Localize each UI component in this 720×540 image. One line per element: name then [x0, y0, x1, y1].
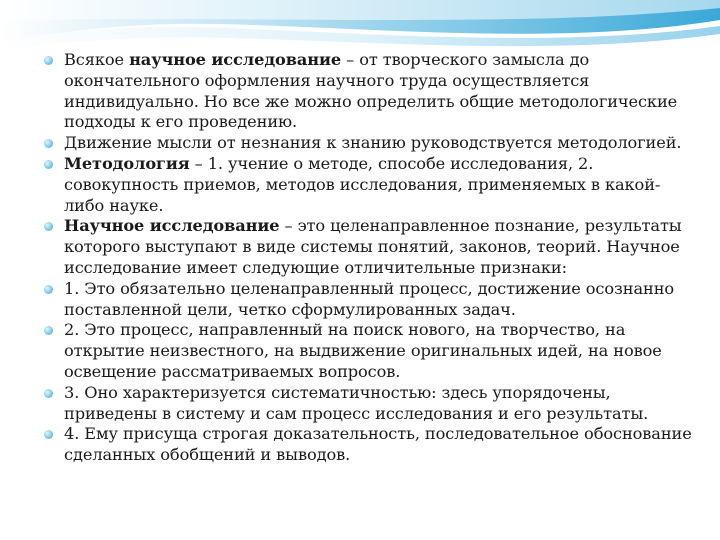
item-text: Движение мысли от незнания к знанию руководствуется методологией.: [64, 133, 682, 153]
bullet-icon: [44, 56, 53, 65]
list-item: [44, 424, 694, 466]
item-term: Методология: [64, 153, 190, 173]
list-item: [44, 279, 694, 321]
item-text: – 1. учение о методе, способе исследования, 2. совокупность приемов, методов исследования, применяемых в какой-либо науке.: [64, 153, 661, 215]
bullet-icon: [44, 160, 53, 169]
item-text: – от творческого замысла до окончательного оформления научного труда осуществляется индивидуально. Но все же можно определить общие методологические подходы к его проведению.: [64, 50, 678, 132]
list-item: [44, 154, 694, 216]
list-item: [44, 383, 694, 425]
item-term: научное исследование: [129, 50, 342, 69]
list-item: [44, 50, 694, 133]
item-text: 4. Ему присуща строгая доказательность, последовательное обоснование сделанных обобщений и выводов.: [64, 424, 692, 465]
item-text: 1. Это обязательно целенаправленный процесс, достижение осознанно поставленной цели, четко сформулированных задач.: [64, 278, 675, 319]
bullet-icon: [44, 139, 53, 148]
bullet-icon: [44, 326, 53, 335]
item-text: 2. Это процесс, направленный на поиск нового, на творчество, на открытие неизвестного, на выдвижение оригинальных идей, на новое освещение рассматриваемых вопросов.: [64, 320, 662, 381]
item-prefix: Всякое: [64, 50, 130, 69]
list-item: [44, 320, 694, 382]
bullet-icon: [44, 285, 53, 294]
item-term: Научное исследование: [64, 216, 280, 236]
list-item: [44, 133, 694, 154]
bullet-list: [44, 50, 694, 466]
bullet-icon: [44, 389, 53, 398]
item-text: 3. Оно характеризуется систематичностью: здесь упорядочены, приведены в систему и сам процесс исследования и его результаты.: [64, 382, 649, 423]
bullet-icon: [44, 222, 53, 231]
bullet-icon: [44, 430, 53, 439]
list-item: [44, 216, 694, 278]
item-text: – это целенаправленное познание, результаты которого выступают в виде системы понятий, законов, теорий. Научное исследование имеет следующие отличительные признаки:: [64, 216, 682, 277]
